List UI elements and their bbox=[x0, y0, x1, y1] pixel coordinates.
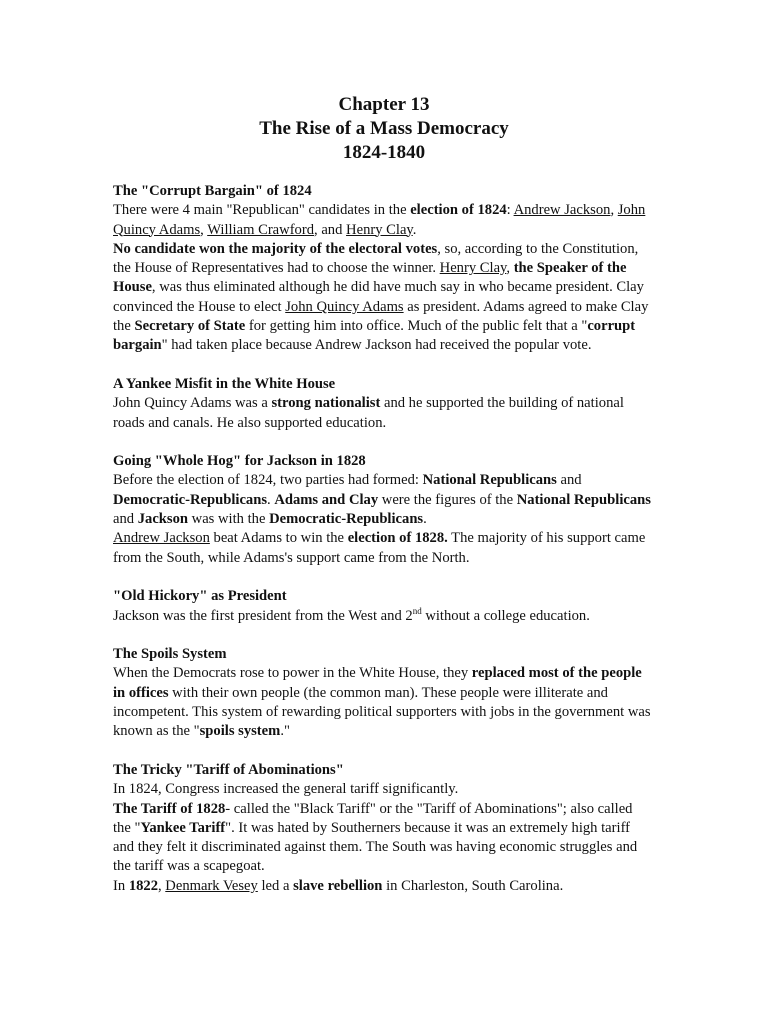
text-run: . bbox=[267, 491, 275, 508]
text-run: without a college education. bbox=[421, 607, 590, 624]
paragraph bbox=[113, 800, 653, 877]
chapter-number: Chapter 13 bbox=[338, 94, 430, 115]
text-run: , bbox=[158, 877, 166, 894]
bold-term: corrupt bargain bbox=[113, 318, 636, 354]
paragraph bbox=[113, 607, 653, 626]
text-run: , and bbox=[314, 221, 347, 238]
bold-term: strong nationalist bbox=[271, 395, 381, 412]
text-run: in Charleston, South Carolina. bbox=[382, 877, 564, 894]
bold-term: Adams and Clay bbox=[274, 491, 379, 508]
paragraph bbox=[113, 394, 653, 433]
text-run: - called the "Black Tariff" or the "Tariff of Abominations"; also called the " bbox=[113, 800, 633, 836]
bold-term: replaced most of the people in offices bbox=[113, 665, 642, 701]
underlined-name: William Crawford bbox=[207, 221, 315, 238]
bold-term: Jackson bbox=[137, 511, 189, 528]
underlined-name: Henry Clay bbox=[346, 221, 413, 238]
section-yankee-misfit bbox=[113, 375, 653, 433]
text-run: were the figures of the bbox=[378, 491, 517, 508]
text-run: There were 4 main "Republican" candidates in the bbox=[113, 202, 411, 219]
text-run: led a bbox=[257, 877, 294, 894]
underlined-name: John Quincy Adams bbox=[113, 202, 646, 238]
chapter-years: 1824-1840 bbox=[342, 142, 426, 163]
document-body bbox=[113, 182, 653, 915]
text-run: ". It was hated by Southerners because it was an extremely high tariff and they felt it discriminated against them. The South was having economic struggles and the tariff was a scapegoat. bbox=[113, 819, 638, 875]
bold-term: election of 1824 bbox=[410, 202, 507, 219]
ordinal-superscript: nd bbox=[412, 605, 422, 616]
paragraph bbox=[113, 877, 653, 896]
bold-term: No candidate won the majority of the electoral votes bbox=[113, 240, 438, 257]
underlined-name: John Quincy Adams bbox=[285, 298, 404, 315]
section-heading: Going "Whole Hog" for Jackson in 1828 bbox=[113, 453, 366, 470]
text-run: , bbox=[200, 221, 208, 238]
bold-term: Secretary of State bbox=[134, 318, 246, 335]
text-run: Before the election of 1824, two parties had formed: bbox=[113, 472, 423, 489]
text-run: and he supported the building of national roads and canals. He also supported education. bbox=[113, 395, 624, 431]
paragraph bbox=[113, 201, 653, 240]
text-run: , so, according to the Constitution, the House of Representatives had to choose the winner. bbox=[113, 240, 639, 277]
section-whole-hog bbox=[113, 452, 653, 568]
paragraph bbox=[113, 471, 653, 529]
text-run: Jackson was the first president from the West and 2 bbox=[113, 607, 413, 624]
text-run: , bbox=[506, 260, 514, 277]
section-heading: "Old Hickory" as President bbox=[113, 588, 287, 605]
underlined-name: Henry Clay bbox=[439, 260, 507, 277]
bold-term: Democratic-Republicans bbox=[269, 511, 424, 528]
bold-term: slave rebellion bbox=[293, 877, 383, 894]
bold-term: 1822 bbox=[128, 877, 158, 894]
section-tariff-of-abominations bbox=[113, 761, 653, 896]
text-run: as president. Adams agreed to make Clay the bbox=[113, 298, 649, 335]
underlined-name: Andrew Jackson bbox=[513, 202, 611, 219]
section-corrupt-bargain bbox=[113, 182, 653, 356]
chapter-name: The Rise of a Mass Democracy bbox=[259, 118, 509, 139]
bold-term: National Republicans bbox=[516, 491, 651, 508]
section-heading: The Spoils System bbox=[113, 646, 227, 663]
bold-term: National Republicans bbox=[422, 472, 557, 489]
text-run: : bbox=[506, 202, 514, 219]
bold-term: Democratic-Republicans bbox=[113, 491, 268, 508]
section-spoils-system bbox=[113, 645, 653, 741]
text-run: John Quincy Adams was a bbox=[113, 395, 272, 412]
text-run: . bbox=[423, 511, 427, 528]
text-run: beat Adams to win the bbox=[209, 530, 348, 547]
chapter-title bbox=[0, 93, 768, 165]
paragraph bbox=[113, 240, 653, 356]
text-run: was with the bbox=[188, 511, 270, 528]
text-run: In bbox=[113, 877, 129, 894]
bold-term: Yankee Tariff bbox=[140, 819, 226, 836]
text-run: with their own people (the common man). These people were illiterate and incompetent. This system of rewarding political supporters with jobs in the government was known as the " bbox=[113, 684, 651, 740]
section-heading: A Yankee Misfit in the White House bbox=[113, 375, 336, 392]
section-heading: The Tricky "Tariff of Abominations" bbox=[113, 761, 344, 778]
bold-term: spoils system bbox=[199, 723, 281, 740]
text-run: for getting him into office. Much of the public felt that a " bbox=[245, 318, 588, 335]
text-run: In 1824, Congress increased the general tariff significantly. bbox=[113, 781, 459, 798]
underlined-name: Andrew Jackson bbox=[113, 530, 210, 547]
text-run: " had taken place because Andrew Jackson had received the popular vote. bbox=[161, 337, 592, 354]
text-run: The majority of his support came from the South, while Adams's support came from the North. bbox=[113, 530, 646, 566]
section-heading: The "Corrupt Bargain" of 1824 bbox=[113, 183, 312, 199]
text-run: ." bbox=[280, 723, 290, 740]
bold-term: election of 1828. bbox=[347, 530, 448, 547]
paragraph bbox=[113, 529, 653, 568]
text-run: When the Democrats rose to power in the White House, they bbox=[113, 665, 472, 682]
text-run: , bbox=[610, 202, 618, 219]
bold-term: The Tariff of 1828 bbox=[113, 800, 226, 817]
section-old-hickory bbox=[113, 587, 653, 626]
bold-term: the Speaker of the House bbox=[113, 260, 627, 296]
text-run: and bbox=[556, 472, 582, 489]
text-run: and bbox=[113, 511, 138, 528]
text-run: . bbox=[412, 221, 417, 238]
text-run: , was thus eliminated although he did have much say in who became president. Clay convinced the House to elect bbox=[113, 279, 644, 315]
underlined-name: Denmark Vesey bbox=[165, 877, 258, 894]
paragraph bbox=[113, 664, 653, 741]
paragraph bbox=[113, 780, 653, 799]
